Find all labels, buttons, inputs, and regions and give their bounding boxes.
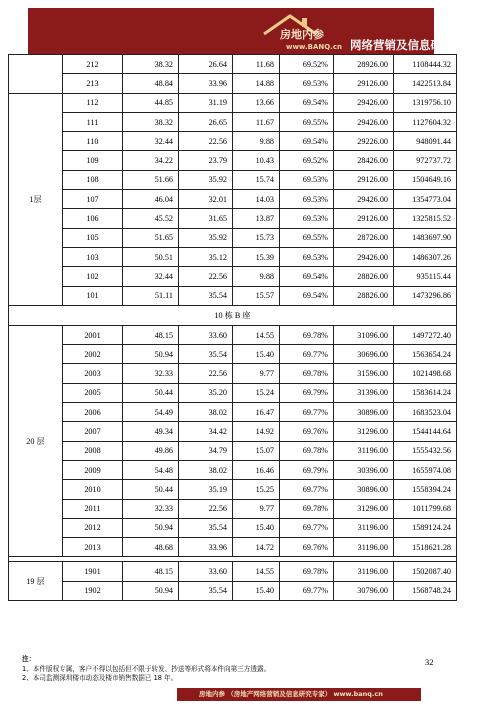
table-row: [9, 499, 457, 518]
table-row: [9, 538, 457, 557]
value-cell: 1589124.24: [394, 518, 457, 537]
value-cell: 35.20: [179, 383, 233, 402]
room-cell: 2001: [63, 325, 123, 344]
value-cell: 1583614.24: [394, 383, 457, 402]
value-cell: 35.54: [179, 286, 233, 305]
value-cell: 31.19: [179, 93, 233, 112]
value-cell: 1518621.28: [394, 538, 457, 557]
value-cell: 31096.00: [334, 325, 394, 344]
value-cell: 69.76%: [280, 538, 334, 557]
value-cell: 15.07: [233, 441, 280, 460]
value-cell: 1655974.08: [394, 460, 457, 479]
room-cell: 2009: [63, 460, 123, 479]
value-cell: 31296.00: [334, 422, 394, 441]
table-row: [9, 345, 457, 364]
room-cell: 2008: [63, 441, 123, 460]
room-cell: 1902: [63, 581, 123, 600]
table-row: [9, 170, 457, 189]
value-cell: 69.79%: [280, 383, 334, 402]
value-cell: 9.88: [233, 267, 280, 286]
value-cell: 69.53%: [280, 190, 334, 209]
value-cell: 15.74: [233, 170, 280, 189]
value-cell: 69.53%: [280, 247, 334, 266]
brand-slogan: 网络营销及信息研究专家: [350, 38, 477, 52]
value-cell: 51.66: [123, 170, 179, 189]
table-row: [9, 190, 457, 209]
room-cell: 2011: [63, 499, 123, 518]
value-cell: 38.32: [123, 112, 179, 131]
value-cell: 50.51: [123, 247, 179, 266]
table-row: [9, 209, 457, 228]
value-cell: 69.55%: [280, 228, 334, 247]
floor-cell: 20 层: [9, 325, 63, 557]
value-cell: 35.12: [179, 247, 233, 266]
room-cell: 213: [63, 74, 123, 93]
value-cell: 16.46: [233, 460, 280, 479]
value-cell: 50.44: [123, 383, 179, 402]
value-cell: 1504649.16: [394, 170, 457, 189]
value-cell: 10.43: [233, 151, 280, 170]
value-cell: 1483697.90: [394, 228, 457, 247]
value-cell: 28726.00: [334, 228, 394, 247]
table-row: [9, 286, 457, 305]
value-cell: 1127604.32: [394, 112, 457, 131]
value-cell: 15.57: [233, 286, 280, 305]
room-cell: 2002: [63, 345, 123, 364]
room-cell: 2005: [63, 383, 123, 402]
value-cell: 48.15: [123, 325, 179, 344]
room-cell: 102: [63, 267, 123, 286]
value-cell: 32.33: [123, 364, 179, 383]
table-row: [9, 562, 457, 581]
value-cell: 31196.00: [334, 538, 394, 557]
table-row: [9, 93, 457, 112]
value-cell: 1473296.86: [394, 286, 457, 305]
value-cell: 33.96: [179, 74, 233, 93]
room-cell: 106: [63, 209, 123, 228]
value-cell: 69.53%: [280, 170, 334, 189]
table-row: [9, 74, 457, 93]
value-cell: 29126.00: [334, 170, 394, 189]
value-cell: 33.60: [179, 325, 233, 344]
value-cell: 1563654.24: [394, 345, 457, 364]
value-cell: 48.84: [123, 74, 179, 93]
value-cell: 30896.00: [334, 480, 394, 499]
table-row: [9, 383, 457, 402]
value-cell: 69.77%: [280, 403, 334, 422]
value-cell: 15.40: [233, 581, 280, 600]
value-cell: 32.01: [179, 190, 233, 209]
table-row: [9, 441, 457, 460]
value-cell: 29426.00: [334, 112, 394, 131]
value-cell: 22.56: [179, 364, 233, 383]
value-cell: 29426.00: [334, 190, 394, 209]
value-cell: 69.77%: [280, 581, 334, 600]
value-cell: 32.44: [123, 132, 179, 151]
value-cell: 15.73: [233, 228, 280, 247]
value-cell: 1544144.64: [394, 422, 457, 441]
value-cell: 49.86: [123, 441, 179, 460]
value-cell: 49.34: [123, 422, 179, 441]
price-table: [8, 54, 457, 601]
value-cell: 29426.00: [334, 247, 394, 266]
value-cell: 38.02: [179, 460, 233, 479]
value-cell: 34.22: [123, 151, 179, 170]
room-cell: 105: [63, 228, 123, 247]
value-cell: 31396.00: [334, 383, 394, 402]
logo-url: www.BANQ.cn: [286, 43, 342, 51]
value-cell: 35.19: [179, 480, 233, 499]
value-cell: 69.77%: [280, 518, 334, 537]
table-row: [9, 422, 457, 441]
value-cell: 35.92: [179, 228, 233, 247]
room-cell: 103: [63, 247, 123, 266]
value-cell: 54.48: [123, 460, 179, 479]
value-cell: 35.54: [179, 581, 233, 600]
value-cell: 972737.72: [394, 151, 457, 170]
value-cell: 34.79: [179, 441, 233, 460]
value-cell: 16.47: [233, 403, 280, 422]
note-line-2: 2、本司监测深圳楼市动态及楼市销售数据已 18 年。: [22, 674, 178, 682]
value-cell: 30896.00: [334, 403, 394, 422]
value-cell: 15.25: [233, 480, 280, 499]
value-cell: 29426.00: [334, 93, 394, 112]
value-cell: 1502087.40: [394, 562, 457, 581]
value-cell: 1422513.84: [394, 74, 457, 93]
table-row: [9, 581, 457, 600]
value-cell: 1568748.24: [394, 581, 457, 600]
value-cell: 38.02: [179, 403, 233, 422]
room-cell: 2007: [63, 422, 123, 441]
value-cell: 35.54: [179, 518, 233, 537]
value-cell: 69.54%: [280, 286, 334, 305]
value-cell: 69.52%: [280, 55, 334, 74]
value-cell: 50.94: [123, 581, 179, 600]
value-cell: 29126.00: [334, 209, 394, 228]
value-cell: 1555432.56: [394, 441, 457, 460]
value-cell: 26.65: [179, 112, 233, 131]
value-cell: 935115.44: [394, 267, 457, 286]
value-cell: 69.78%: [280, 325, 334, 344]
value-cell: 29226.00: [334, 132, 394, 151]
value-cell: 46.04: [123, 190, 179, 209]
value-cell: 14.88: [233, 74, 280, 93]
value-cell: 48.15: [123, 562, 179, 581]
value-cell: 31196.00: [334, 441, 394, 460]
value-cell: 1108444.32: [394, 55, 457, 74]
value-cell: 69.54%: [280, 93, 334, 112]
value-cell: 45.52: [123, 209, 179, 228]
value-cell: 28826.00: [334, 286, 394, 305]
value-cell: 22.56: [179, 267, 233, 286]
value-cell: 31.65: [179, 209, 233, 228]
room-cell: 107: [63, 190, 123, 209]
room-cell: 2013: [63, 538, 123, 557]
value-cell: 35.54: [179, 345, 233, 364]
value-cell: 33.96: [179, 538, 233, 557]
note-title: 注：: [22, 655, 36, 663]
table-row: [9, 151, 457, 170]
value-cell: 28926.00: [334, 55, 394, 74]
value-cell: 32.33: [123, 499, 179, 518]
value-cell: 69.78%: [280, 441, 334, 460]
note-line-1: 1、本件版权专属，客户不得以包括但不限于转发、抄送等形式将本件向第三方透露。: [22, 664, 271, 673]
value-cell: 30796.00: [334, 581, 394, 600]
value-cell: 14.72: [233, 538, 280, 557]
value-cell: 31196.00: [334, 518, 394, 537]
page-header-banner: [28, 8, 477, 54]
room-cell: 2012: [63, 518, 123, 537]
logo-text: 房地内参: [280, 28, 324, 41]
value-cell: 50.94: [123, 345, 179, 364]
value-cell: 15.40: [233, 345, 280, 364]
value-cell: 26.64: [179, 55, 233, 74]
value-cell: 69.78%: [280, 499, 334, 518]
value-cell: 23.79: [179, 151, 233, 170]
value-cell: 30396.00: [334, 460, 394, 479]
value-cell: 33.60: [179, 562, 233, 581]
room-cell: 108: [63, 170, 123, 189]
value-cell: 1021498.68: [394, 364, 457, 383]
table-row: [9, 403, 457, 422]
value-cell: 14.92: [233, 422, 280, 441]
value-cell: 69.78%: [280, 562, 334, 581]
value-cell: 30696.00: [334, 345, 394, 364]
value-cell: 14.55: [233, 562, 280, 581]
section-row: [9, 305, 457, 325]
value-cell: 14.03: [233, 190, 280, 209]
table-row: [9, 228, 457, 247]
value-cell: 69.76%: [280, 422, 334, 441]
room-cell: 110: [63, 132, 123, 151]
value-cell: 69.53%: [280, 74, 334, 93]
value-cell: 13.66: [233, 93, 280, 112]
value-cell: 14.55: [233, 325, 280, 344]
value-cell: 28426.00: [334, 151, 394, 170]
floor-cell: [9, 55, 63, 94]
value-cell: 69.55%: [280, 112, 334, 131]
value-cell: 38.32: [123, 55, 179, 74]
value-cell: 54.49: [123, 403, 179, 422]
value-cell: 15.39: [233, 247, 280, 266]
value-cell: 29126.00: [334, 74, 394, 93]
value-cell: 22.56: [179, 499, 233, 518]
footer-notes: [22, 655, 418, 689]
value-cell: 11.67: [233, 112, 280, 131]
section-label: 10 栋 B 座: [9, 305, 457, 325]
value-cell: 22.56: [179, 132, 233, 151]
value-cell: 9.77: [233, 364, 280, 383]
room-cell: 2010: [63, 480, 123, 499]
value-cell: 9.88: [233, 132, 280, 151]
value-cell: 9.77: [233, 499, 280, 518]
page-number: 32: [425, 657, 434, 667]
value-cell: 1354773.04: [394, 190, 457, 209]
value-cell: 32.44: [123, 267, 179, 286]
value-cell: 31196.00: [334, 562, 394, 581]
value-cell: 1683523.04: [394, 403, 457, 422]
value-cell: 1497272.40: [394, 325, 457, 344]
value-cell: 69.54%: [280, 132, 334, 151]
table-row: [9, 325, 457, 344]
value-cell: 50.44: [123, 480, 179, 499]
table-row: [9, 247, 457, 266]
value-cell: 1011799.68: [394, 499, 457, 518]
value-cell: 69.53%: [280, 209, 334, 228]
room-cell: 2003: [63, 364, 123, 383]
value-cell: 31296.00: [334, 499, 394, 518]
table-row: [9, 132, 457, 151]
value-cell: 15.40: [233, 518, 280, 537]
table-row: [9, 460, 457, 479]
room-cell: 1901: [63, 562, 123, 581]
value-cell: 35.92: [179, 170, 233, 189]
value-cell: 13.87: [233, 209, 280, 228]
value-cell: 15.24: [233, 383, 280, 402]
value-cell: 48.68: [123, 538, 179, 557]
room-cell: 111: [63, 112, 123, 131]
value-cell: 69.78%: [280, 364, 334, 383]
value-cell: 51.11: [123, 286, 179, 305]
value-cell: 1325815.52: [394, 209, 457, 228]
table-row: [9, 364, 457, 383]
table-row: [9, 55, 457, 74]
room-cell: 101: [63, 286, 123, 305]
value-cell: 1486307.26: [394, 247, 457, 266]
floor-cell: 1层: [9, 93, 63, 305]
value-cell: 50.94: [123, 518, 179, 537]
value-cell: 34.42: [179, 422, 233, 441]
footer-brand-bar: 房地内参 （房地产网络营销及信息研究专家） www.banq.cn: [177, 688, 421, 701]
table-row: [9, 518, 457, 537]
value-cell: 1558394.24: [394, 480, 457, 499]
room-cell: 212: [63, 55, 123, 74]
value-cell: 69.52%: [280, 151, 334, 170]
value-cell: 11.68: [233, 55, 280, 74]
value-cell: 1319756.10: [394, 93, 457, 112]
value-cell: 69.77%: [280, 480, 334, 499]
table-row: [9, 112, 457, 131]
value-cell: 69.77%: [280, 345, 334, 364]
value-cell: 69.54%: [280, 267, 334, 286]
room-cell: 109: [63, 151, 123, 170]
floor-cell: 19 层: [9, 562, 63, 601]
value-cell: 948091.44: [394, 132, 457, 151]
table-row: [9, 267, 457, 286]
value-cell: 44.85: [123, 93, 179, 112]
value-cell: 69.79%: [280, 460, 334, 479]
room-cell: 112: [63, 93, 123, 112]
room-cell: 2006: [63, 403, 123, 422]
value-cell: 31596.00: [334, 364, 394, 383]
table-row: [9, 480, 457, 499]
value-cell: 51.65: [123, 228, 179, 247]
value-cell: 28826.00: [334, 267, 394, 286]
